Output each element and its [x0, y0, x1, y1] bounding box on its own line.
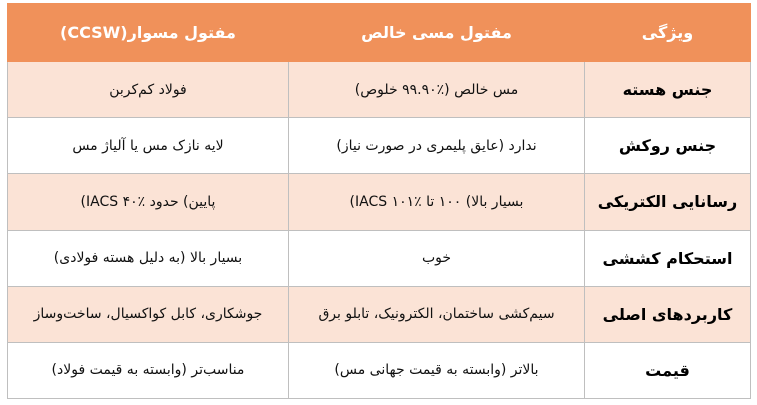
- table-row: [8, 286, 751, 342]
- header-ccsw: مفتول مسوار(CCSW): [8, 4, 289, 62]
- header-pure-copper: مفتول مسی خالص: [289, 4, 585, 62]
- ccsw-cell: لایه نازک مس یا آلیاژ مس: [8, 118, 289, 174]
- pure-copper-cell: سیم‌کشی ساختمان، الکترونیک، تابلو برق: [289, 286, 585, 342]
- row-feature-cell: جنس هسته: [585, 62, 751, 118]
- table-row: [8, 230, 751, 286]
- pure-copper-cell: بالاتر (وابسته به قیمت جهانی مس): [289, 342, 585, 398]
- pure-copper-cell: ندارد (عایق پلیمری در صورت نیاز): [289, 118, 585, 174]
- row-feature-cell: رسانایی الکتریکی: [585, 174, 751, 230]
- ccsw-cell: جوشکاری، کابل کواکسیال، ساخت‌وساز: [8, 286, 289, 342]
- pure-copper-cell: بسیار بالا) ۱۰۰ تا ٪۱۰۱ IACS): [289, 174, 585, 230]
- table-row: [8, 174, 751, 230]
- comparison-table: [7, 3, 751, 399]
- row-feature-cell: قیمت: [585, 342, 751, 398]
- ccsw-cell: بسیار بالا (به دلیل هسته فولادی): [8, 230, 289, 286]
- table-row: [8, 118, 751, 174]
- row-feature-cell: استحکام کششی: [585, 230, 751, 286]
- table-row: [8, 342, 751, 398]
- table-row: [8, 62, 751, 118]
- row-feature-cell: جنس روکش: [585, 118, 751, 174]
- header-row: [8, 4, 751, 62]
- pure-copper-cell: خوب: [289, 230, 585, 286]
- ccsw-cell: پایین) حدود ٪۴۰ IACS): [8, 174, 289, 230]
- ccsw-cell: فولاد کم‌کربن: [8, 62, 289, 118]
- row-feature-cell: کاربردهای اصلی: [585, 286, 751, 342]
- ccsw-cell: مناسب‌تر (وابسته به قیمت فولاد): [8, 342, 289, 398]
- pure-copper-cell: مس خالص (٪۹۹.۹۰ خلوص): [289, 62, 585, 118]
- header-feature: ویژگی: [585, 4, 751, 62]
